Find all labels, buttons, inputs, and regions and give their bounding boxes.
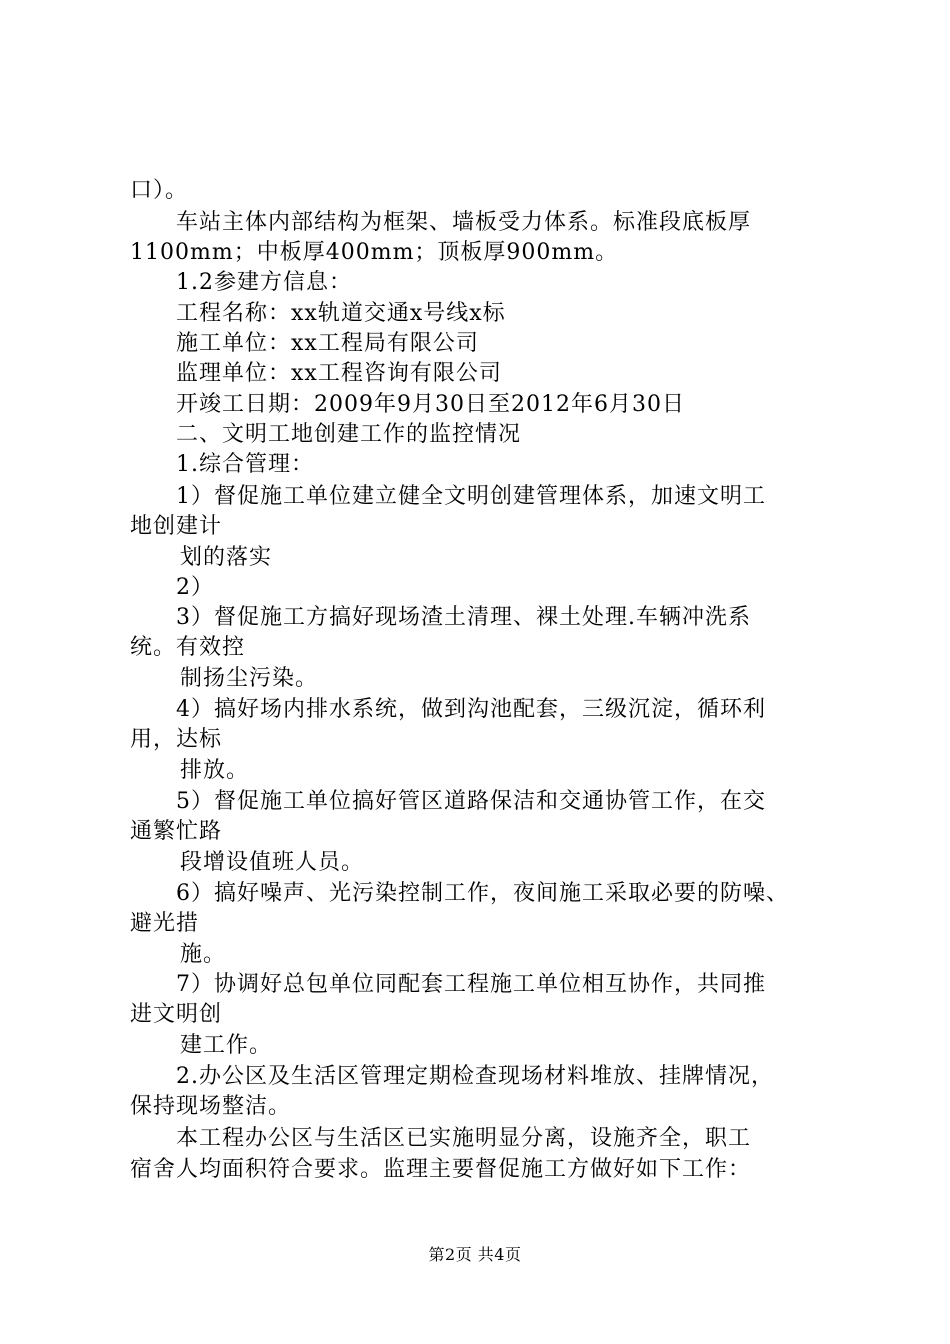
text-line: 工程名称：xx轨道交通x号线x标 <box>176 301 506 326</box>
text-line: 施工单位：xx工程局有限公司 <box>176 331 479 356</box>
text-line: 宿舍人均面积符合要求。监理主要督促施工方做好如下工作： <box>130 1157 752 1182</box>
text-line: 统。有效控 <box>130 635 246 660</box>
text-line: 3）督促施工方搞好现场渣土清理、裸土处理.车辆冲洗系 <box>176 605 751 630</box>
text-line: 制扬尘污染。 <box>180 666 319 691</box>
text-line: 排放。 <box>180 758 250 783</box>
subsection-heading: 2.办公区及生活区管理定期检查现场材料堆放、挂牌情况， <box>176 1064 774 1089</box>
text-line: 地创建计 <box>130 514 223 539</box>
text-line: 开竣工日期：2009年9月30日至2012年6月30日 <box>176 392 685 417</box>
section-heading: 二、文明工地创建工作的监控情况 <box>176 422 522 447</box>
text-line: 2） <box>176 575 214 600</box>
text-line: 本工程办公区与生活区已实施明显分离，设施齐全，职工 <box>176 1126 752 1151</box>
text-line: 车站主体内部结构为框架、墙板受力体系。标准段底板厚 <box>176 210 752 235</box>
page-number-footer: 第2页 共4页 <box>428 1245 522 1264</box>
text-line: 6）搞好噪声、光污染控制工作，夜间施工采取必要的防噪、 <box>176 881 789 906</box>
text-line: 1100mm；中板厚400mm；顶板厚900mm。 <box>130 240 619 265</box>
text-line: 7）协调好总包单位同配套工程施工单位相互协作，共同推 <box>176 972 766 997</box>
text-line: 4）搞好场内排水系统，做到沟池配套，三级沉淀，循环利 <box>176 697 766 722</box>
text-line: 通繁忙路 <box>130 819 223 844</box>
text-line: 施。 <box>180 942 227 967</box>
text-line: 1.2参建方信息： <box>176 270 352 295</box>
text-line: 1）督促施工单位建立健全文明创建管理体系，加速文明工 <box>176 484 766 509</box>
text-line: 监理单位：xx工程咨询有限公司 <box>176 361 502 386</box>
text-line: 建工作。 <box>180 1033 273 1058</box>
text-line: 口）。 <box>130 178 189 203</box>
text-line: 用，达标 <box>130 727 223 752</box>
text-line: 5）督促施工单位搞好管区道路保洁和交通协管工作，在交 <box>176 789 766 814</box>
text-line: 进文明创 <box>130 1002 223 1027</box>
text-line: 避光措 <box>130 911 200 936</box>
text-line: 段增设值班人员。 <box>180 850 365 875</box>
text-line: 划的落实 <box>180 545 273 570</box>
text-line: 保持现场整洁。 <box>130 1094 292 1119</box>
subsection-heading: 1.综合管理： <box>176 452 314 477</box>
